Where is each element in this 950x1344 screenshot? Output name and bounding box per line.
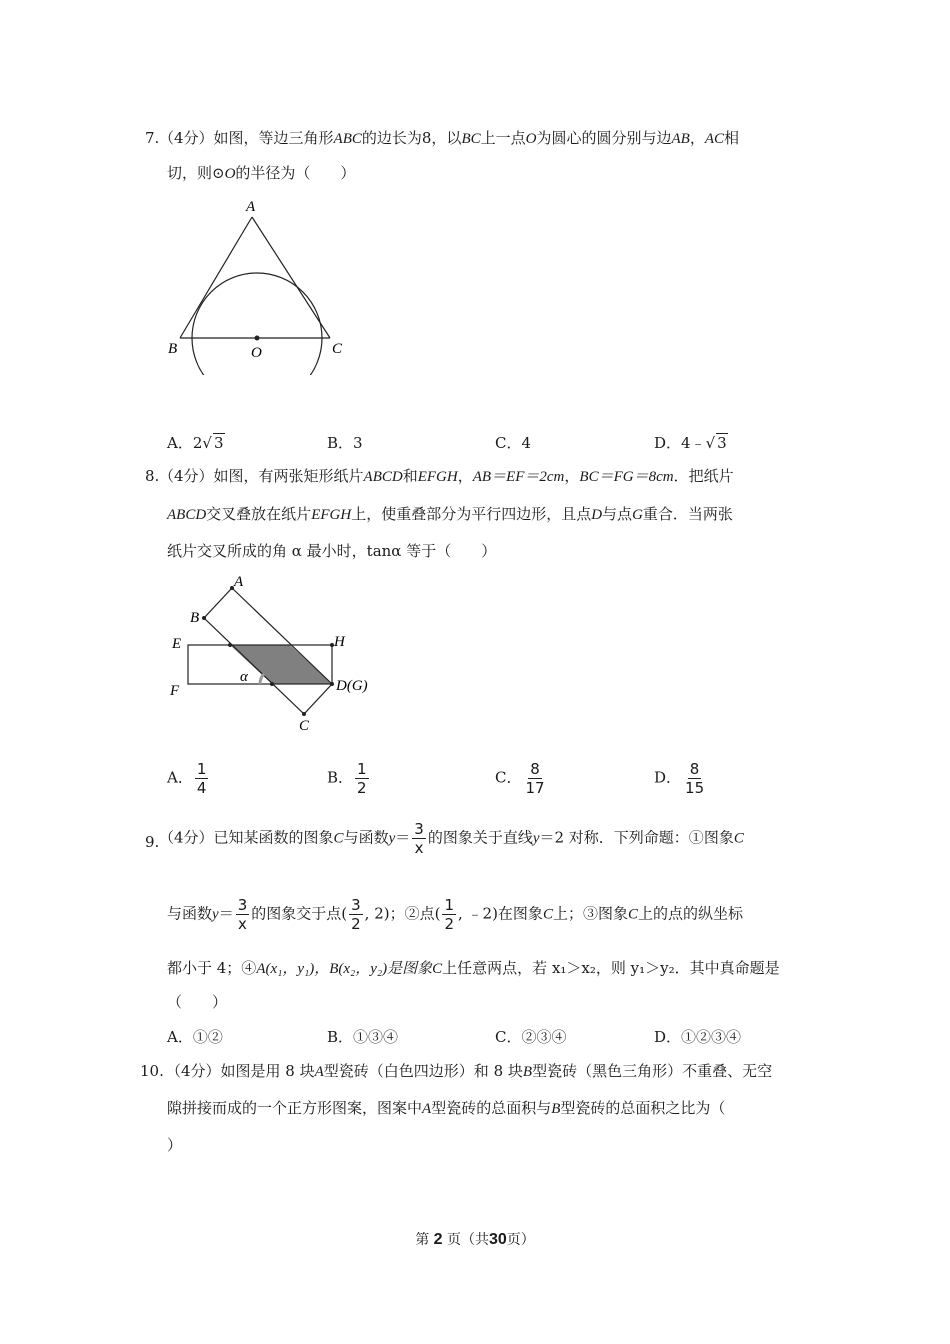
option-value: 2 bbox=[192, 434, 203, 452]
text: 纸片交叉所成的角 α 最小时，tanα 等于（ ） bbox=[167, 542, 497, 560]
math-var: ABC bbox=[333, 131, 362, 147]
text: 重合．当两张 bbox=[642, 505, 733, 523]
option-label: B． bbox=[327, 768, 354, 787]
text: ．把纸片 bbox=[673, 467, 734, 485]
label-a: A bbox=[246, 199, 256, 215]
option-label: B． bbox=[327, 1028, 354, 1046]
option-label: B． bbox=[327, 434, 354, 452]
math-var: C bbox=[627, 906, 638, 923]
question-number: 10. bbox=[140, 1062, 164, 1080]
math-var: AB bbox=[671, 131, 690, 147]
point-overlap-bottom bbox=[270, 682, 274, 686]
option-label: A． bbox=[167, 434, 193, 452]
option-label: D． bbox=[654, 434, 682, 452]
option-label: D． bbox=[654, 768, 682, 787]
label-b: B bbox=[190, 610, 200, 626]
option-c[interactable] bbox=[495, 432, 531, 453]
option-label: D． bbox=[654, 1028, 682, 1046]
text: ＝2 对称．下列命题：①图象 bbox=[539, 828, 734, 847]
fraction bbox=[236, 896, 250, 933]
text: ， bbox=[689, 129, 705, 147]
option-d[interactable]: D．4﹣√ 3 bbox=[654, 434, 727, 452]
option-label: A． bbox=[167, 768, 193, 787]
text: 上任意两点，若 x₁＞x₂，则 y₁＞y₂．其中真命题是 bbox=[442, 959, 780, 977]
option-value: 4﹣ bbox=[681, 434, 706, 452]
options-q8 bbox=[167, 760, 787, 804]
denominator: x bbox=[238, 915, 247, 933]
math-var: y bbox=[212, 906, 219, 923]
math-var: B bbox=[522, 1064, 533, 1080]
option-value: ①②③④ bbox=[681, 1028, 742, 1046]
question-text-line bbox=[167, 896, 743, 933]
denominator: 2 bbox=[357, 779, 367, 797]
math-var: A bbox=[422, 1101, 432, 1117]
fraction bbox=[349, 896, 363, 933]
label-dg: D(G) bbox=[336, 678, 368, 694]
text: 的图象交于点( bbox=[251, 904, 348, 923]
text: 与函数 bbox=[167, 904, 213, 923]
math-var: O bbox=[224, 166, 236, 182]
text: 型瓷砖（白色四边形）和 8 块 bbox=[323, 1062, 523, 1080]
math-var: A bbox=[314, 1064, 324, 1080]
denominator: 2 bbox=[444, 915, 454, 933]
radicand: 3 bbox=[717, 434, 727, 452]
text: 的边长为8，以 bbox=[361, 129, 462, 147]
text: （4分）已知某函数的图象 bbox=[159, 828, 334, 847]
text: 的图象关于直线 bbox=[427, 828, 533, 847]
label-o: O bbox=[251, 345, 262, 361]
fraction bbox=[442, 896, 456, 933]
option-value: ②③④ bbox=[521, 1028, 567, 1046]
question-text-line bbox=[167, 958, 780, 979]
numerator: 8 bbox=[689, 760, 700, 778]
text: ＝ bbox=[218, 904, 234, 923]
text: （4分）如图是用 8 块 bbox=[166, 1062, 315, 1080]
numerator: 8 bbox=[530, 760, 540, 778]
text: ） bbox=[167, 1136, 183, 1154]
question-number: 9. bbox=[145, 833, 160, 851]
question-number: 8. bbox=[145, 467, 160, 485]
numerator: 1 bbox=[357, 760, 367, 778]
center-point bbox=[255, 336, 260, 341]
text: 交叉叠放在纸片 bbox=[206, 505, 312, 523]
point-overlap-top bbox=[228, 643, 232, 647]
question-text-line bbox=[166, 1061, 772, 1082]
page-footer bbox=[0, 1229, 950, 1249]
math-var: B bbox=[551, 1101, 561, 1117]
text: , 2)；②点( bbox=[364, 904, 441, 923]
page-number: 2 bbox=[433, 1231, 443, 1248]
math-var: C bbox=[333, 830, 344, 847]
denominator: 17 bbox=[525, 779, 545, 797]
text: ， bbox=[457, 467, 473, 485]
math-var: AC bbox=[704, 131, 724, 147]
option-d[interactable] bbox=[654, 760, 708, 797]
text: （4分）如图，等边三角形 bbox=[159, 129, 334, 147]
numerator: 1 bbox=[196, 760, 207, 778]
label-alpha: α bbox=[240, 669, 248, 685]
text: 相 bbox=[724, 129, 740, 147]
label-b: B bbox=[168, 341, 178, 357]
numerator: 3 bbox=[351, 896, 361, 914]
option-value: ①③④ bbox=[353, 1028, 399, 1046]
text: 和 bbox=[402, 467, 418, 485]
text: 上的点的纵坐标 bbox=[637, 904, 743, 923]
math-var: EFGH bbox=[417, 469, 458, 485]
triangle-side-ab bbox=[180, 217, 252, 338]
radicand: 3 bbox=[213, 434, 224, 452]
text: , ﹣2)在图象 bbox=[458, 904, 543, 923]
fraction bbox=[683, 760, 706, 797]
option-a[interactable] bbox=[167, 760, 210, 797]
text: 与函数 bbox=[343, 828, 389, 847]
option-label: C． bbox=[495, 1028, 522, 1046]
question-text-line bbox=[167, 163, 355, 184]
text: ， bbox=[564, 467, 580, 485]
math-var: BC bbox=[461, 131, 481, 147]
footer-text: 页） bbox=[506, 1232, 535, 1248]
denominator: 2 bbox=[351, 915, 361, 933]
question-text-line bbox=[167, 1135, 182, 1155]
point-d bbox=[330, 682, 334, 686]
footer-text: 第 bbox=[415, 1232, 430, 1248]
text: 为圆心的圆分别与边 bbox=[536, 129, 672, 147]
point-c bbox=[302, 712, 306, 716]
math-var: A bbox=[256, 961, 266, 977]
text: 的半径为（ ） bbox=[235, 164, 356, 182]
question-text-line bbox=[167, 1098, 725, 1119]
fraction bbox=[523, 760, 546, 797]
text: 与点 bbox=[602, 505, 633, 523]
label-c: C bbox=[299, 718, 310, 734]
option-label: C． bbox=[495, 768, 522, 787]
option-b[interactable] bbox=[327, 760, 371, 797]
math-var: B bbox=[329, 961, 339, 977]
text: 上；③图象 bbox=[552, 904, 628, 923]
text: 切，则⊙ bbox=[167, 164, 225, 182]
label-f: F bbox=[170, 683, 180, 699]
label-a: A bbox=[234, 574, 244, 590]
point-b bbox=[202, 616, 206, 620]
option-b[interactable] bbox=[327, 432, 363, 453]
fraction bbox=[412, 820, 426, 857]
math-var: G bbox=[632, 507, 643, 523]
page-total: 30 bbox=[489, 1231, 507, 1248]
label-h: H bbox=[334, 634, 345, 650]
label-e: E bbox=[172, 636, 182, 652]
math-var: O bbox=[525, 131, 537, 147]
denominator: 15 bbox=[685, 779, 705, 797]
math-expr: AB＝EF＝2cm bbox=[472, 469, 565, 485]
text: （4分）如图，有两张矩形纸片 bbox=[159, 467, 364, 485]
option-a[interactable] bbox=[167, 1026, 223, 1047]
question-text-line bbox=[159, 820, 744, 857]
fraction bbox=[195, 760, 209, 797]
option-d[interactable] bbox=[654, 1026, 741, 1047]
footer-text: 页（共 bbox=[447, 1232, 489, 1248]
math-expr: BC＝FG＝8cm bbox=[579, 469, 674, 485]
numerator: 3 bbox=[414, 820, 424, 838]
text: 上，使重叠部分为平行四边形，且点 bbox=[351, 505, 592, 523]
math-expr: (x₁，y₁)， bbox=[265, 961, 330, 977]
numerator: 1 bbox=[444, 896, 454, 914]
math-expr: (x₂，y₂)是图象 bbox=[338, 961, 433, 977]
option-c[interactable] bbox=[495, 760, 549, 797]
options-q9 bbox=[167, 1026, 787, 1056]
rectangles-figure bbox=[160, 570, 390, 735]
option-label: C． bbox=[495, 434, 522, 452]
label-c: C bbox=[332, 341, 343, 357]
denominator: x bbox=[414, 839, 424, 857]
math-var: C bbox=[542, 906, 553, 923]
text: 都小于 4；④ bbox=[167, 959, 257, 977]
math-var: C bbox=[432, 961, 443, 977]
math-var: y bbox=[388, 830, 396, 847]
triangle-circle-figure bbox=[160, 195, 360, 375]
math-var: y bbox=[532, 830, 540, 847]
numerator: 3 bbox=[237, 896, 248, 914]
text: 型瓷砖的总面积与 bbox=[431, 1099, 552, 1117]
option-c[interactable] bbox=[495, 1026, 567, 1047]
question-text-line bbox=[145, 128, 739, 149]
option-value: ①② bbox=[192, 1028, 223, 1046]
text: （ ） bbox=[167, 993, 228, 1011]
text: 隙拼接而成的一个正方形图案，图案中 bbox=[167, 1099, 423, 1117]
option-b[interactable] bbox=[327, 1026, 398, 1047]
denominator: 4 bbox=[196, 779, 207, 797]
text: 上一点 bbox=[480, 129, 526, 147]
question-number: 7. bbox=[145, 129, 160, 147]
math-var: D bbox=[591, 507, 603, 523]
triangle-side-ac bbox=[252, 217, 330, 338]
question-text-line bbox=[167, 504, 733, 525]
text: 型瓷砖（黑色三角形）不重叠、无空 bbox=[532, 1062, 773, 1080]
text: 型瓷砖的总面积之比为（ bbox=[560, 1099, 726, 1117]
text: ＝ bbox=[395, 828, 411, 847]
math-var: ABCD bbox=[167, 507, 207, 523]
math-var: EFGH bbox=[311, 507, 352, 523]
option-a[interactable]: A．2√ 3 bbox=[167, 434, 224, 452]
question-text-line bbox=[159, 466, 734, 487]
question-text-line bbox=[167, 992, 227, 1012]
options-q7 bbox=[167, 432, 787, 462]
option-value: 3 bbox=[353, 434, 363, 452]
math-var: ABCD bbox=[363, 469, 403, 485]
angle-arc bbox=[260, 674, 264, 684]
math-var: C bbox=[733, 830, 744, 847]
question-text-line bbox=[167, 541, 496, 561]
fraction bbox=[355, 760, 369, 797]
option-label: A． bbox=[167, 1028, 193, 1046]
option-value: 4 bbox=[521, 434, 532, 452]
